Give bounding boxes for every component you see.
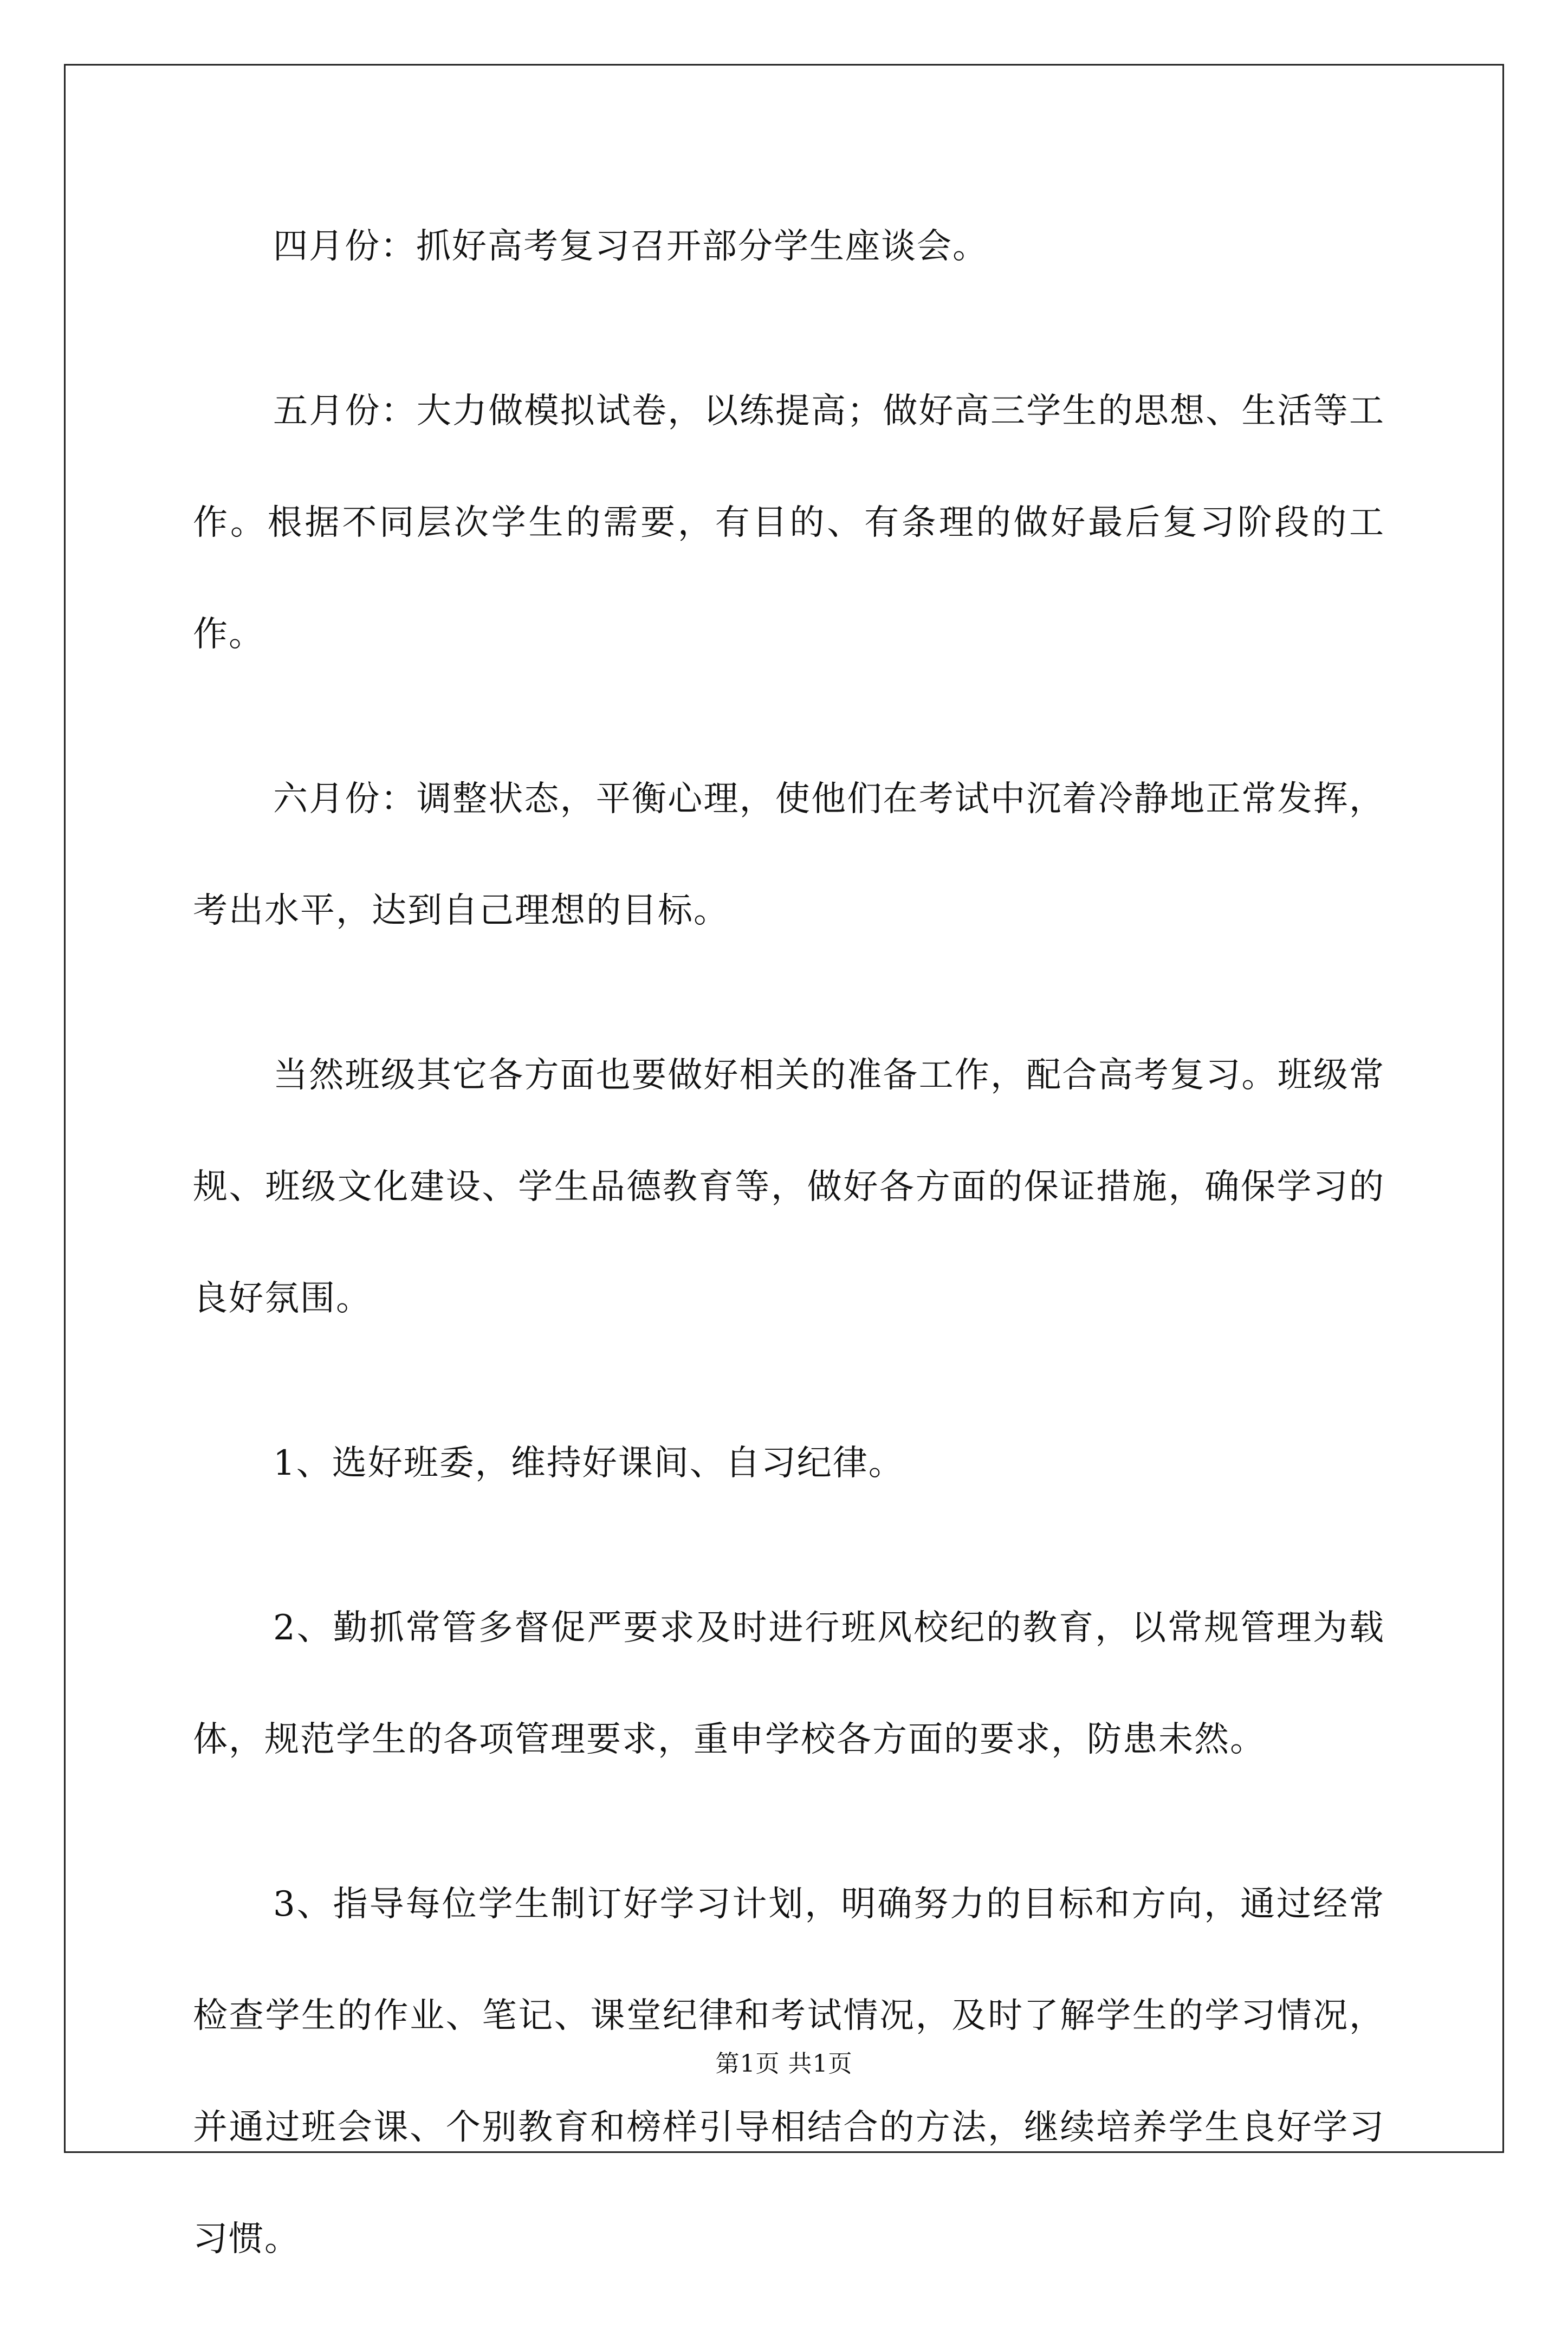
paragraph-may: 五月份：大力做模拟试卷，以练提高；做好高三学生的思想、生活等工作。根据不同层次学生的需要，有目的、有条理的做好最后复习阶段的工作。 [193, 391, 1385, 654]
document-body [193, 191, 1385, 2348]
paragraph-june: 六月份：调整状态，平衡心理，使他们在考试中沉着冷静地正常发挥，考出水平，达到自己理想的目标。 [193, 779, 1385, 931]
paragraph-item-3: 3、指导每位学生制订好学习计划，明确努力的目标和方向，通过经常检查学生的作业、笔记、课堂纪律和考试情况，及时了解学生的学习情况，并通过班会课、个别教育和榜样引导相结合的方法，继续培养学生良好学习习惯。 [193, 1884, 1385, 2259]
paragraph-item-1: 1、选好班委，维持好课间、自习纪律。 [273, 1443, 904, 1483]
page-footer: 第1页 共1页 [715, 2050, 853, 2078]
paragraph-class-prep: 当然班级其它各方面也要做好相关的准备工作，配合高考复习。班级常规、班级文化建设、学生品德教育等，做好各方面的保证措施，确保学习的良好氛围。 [193, 1055, 1385, 1319]
paragraph-april: 四月份：抓好高考复习召开部分学生座谈会。 [273, 226, 988, 267]
paragraph-item-2: 2、勤抓常管多督促严要求及时进行班风校纪的教育，以常规管理为载体，规范学生的各项管理要求，重申学校各方面的要求，防患未然。 [193, 1608, 1385, 1760]
